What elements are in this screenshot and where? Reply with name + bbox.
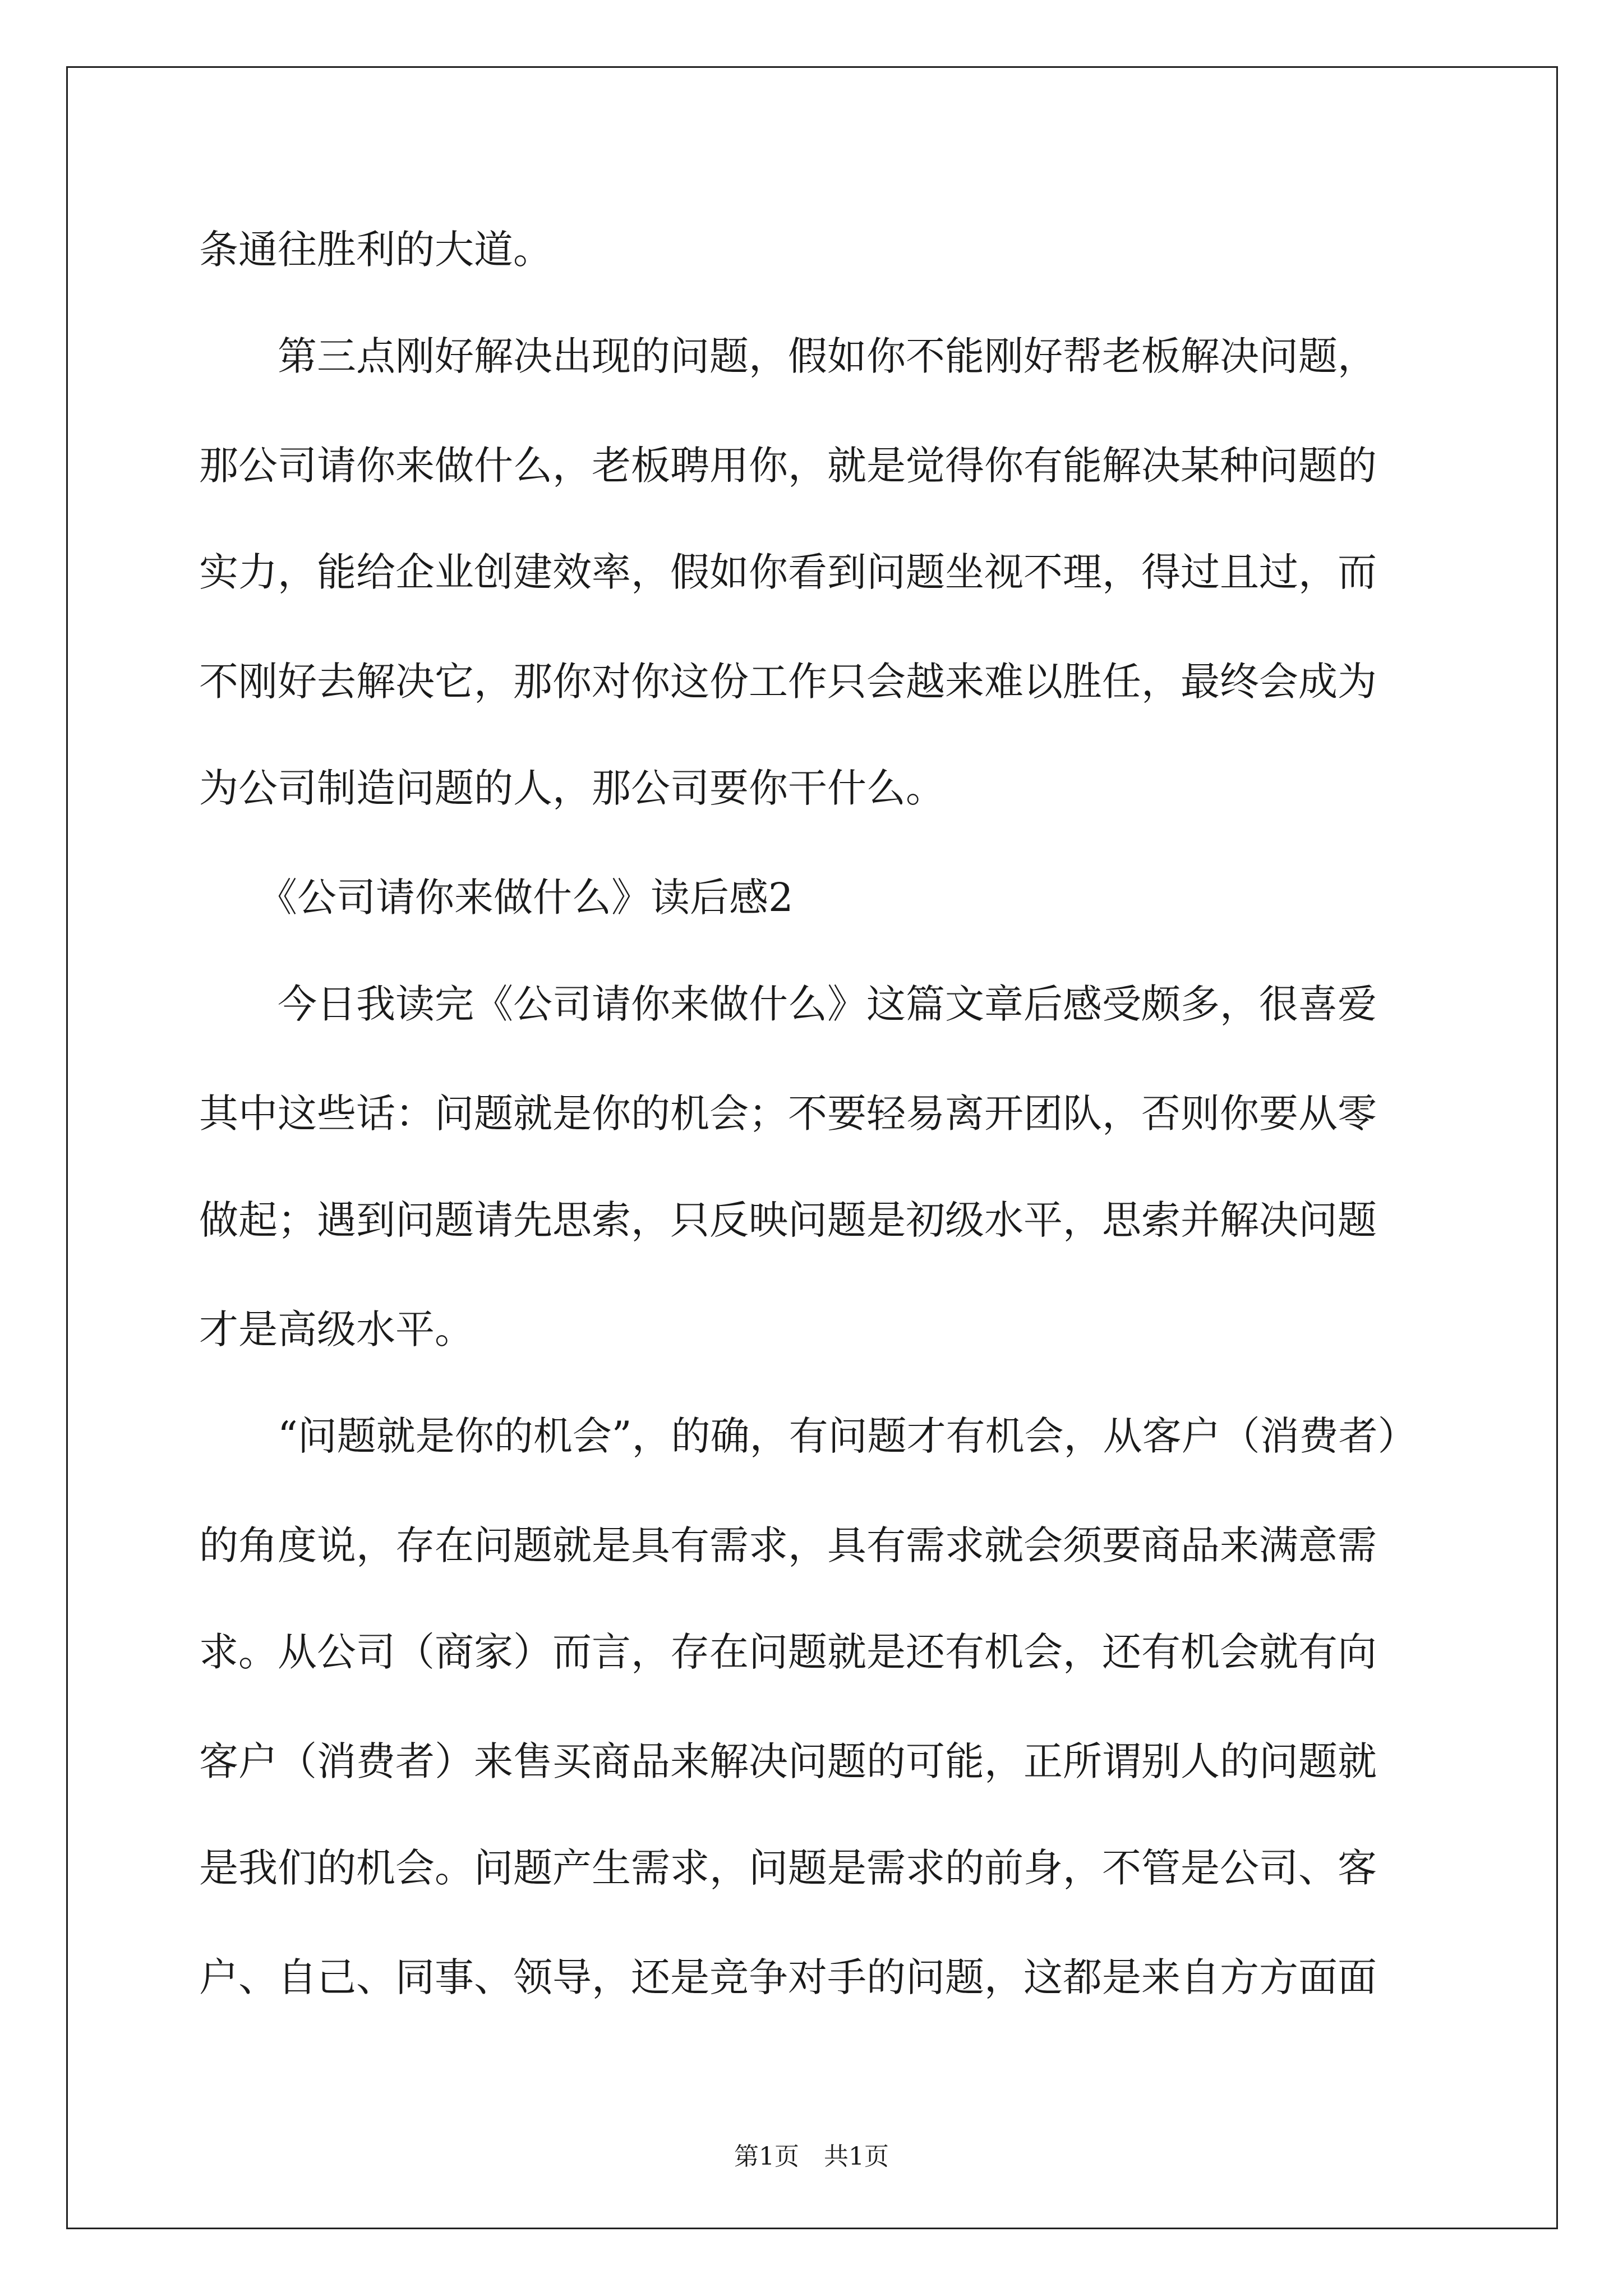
text-line: 才是高级水平。 bbox=[199, 1306, 474, 1352]
text-line: 今日我读完《公司请你来做什么》这篇文章后感受颇多，很喜爱 bbox=[199, 981, 1377, 1027]
text-line: 的角度说，存在问题就是具有需求，具有需求就会须要商品来满意需 bbox=[199, 1522, 1377, 1568]
text-line: 实力，能给企业创建效率，假如你看到问题坐视不理，得过且过，而 bbox=[199, 549, 1377, 595]
text-line: 做起；遇到问题请先思索，只反映问题是初级水平，思索并解决问题 bbox=[199, 1197, 1377, 1243]
page-footer: 第1页 共1页 bbox=[734, 2142, 889, 2171]
text-line: 客户（消费者）来售买商品来解决问题的可能，正所谓别人的问题就 bbox=[199, 1738, 1377, 1784]
text-line: 条通往胜利的大道。 bbox=[199, 227, 552, 273]
text-line: 不刚好去解决它，那你对你这份工作只会越来难以胜任，最终会成为 bbox=[199, 659, 1377, 705]
page-border bbox=[66, 66, 1558, 2229]
text-line: “问题就是你的机会”，的确，有问题才有机会，从客户（消费者） bbox=[199, 1413, 1417, 1459]
text-line: 求。从公司（商家）而言，存在问题就是还有机会，还有机会就有向 bbox=[199, 1629, 1377, 1675]
text-line: 是我们的机会。问题产生需求，问题是需求的前身，不管是公司、客 bbox=[199, 1845, 1377, 1891]
text-line: 为公司制造问题的人，那公司要你干什么。 bbox=[199, 765, 945, 811]
text-line: 户、自己、同事、领导，还是竞争对手的问题，这都是来自方方面面 bbox=[199, 1954, 1377, 2000]
section-heading: 《公司请你来做什么》读后感2 bbox=[199, 875, 794, 921]
text-line: 第三点刚好解决出现的问题，假如你不能刚好帮老板解决问题， bbox=[199, 333, 1377, 379]
text-line: 那公司请你来做什么，老板聘用你，就是觉得你有能解决某种问题的 bbox=[199, 443, 1377, 489]
text-line: 其中这些话：问题就是你的机会；不要轻易离开团队，否则你要从零 bbox=[199, 1091, 1377, 1137]
